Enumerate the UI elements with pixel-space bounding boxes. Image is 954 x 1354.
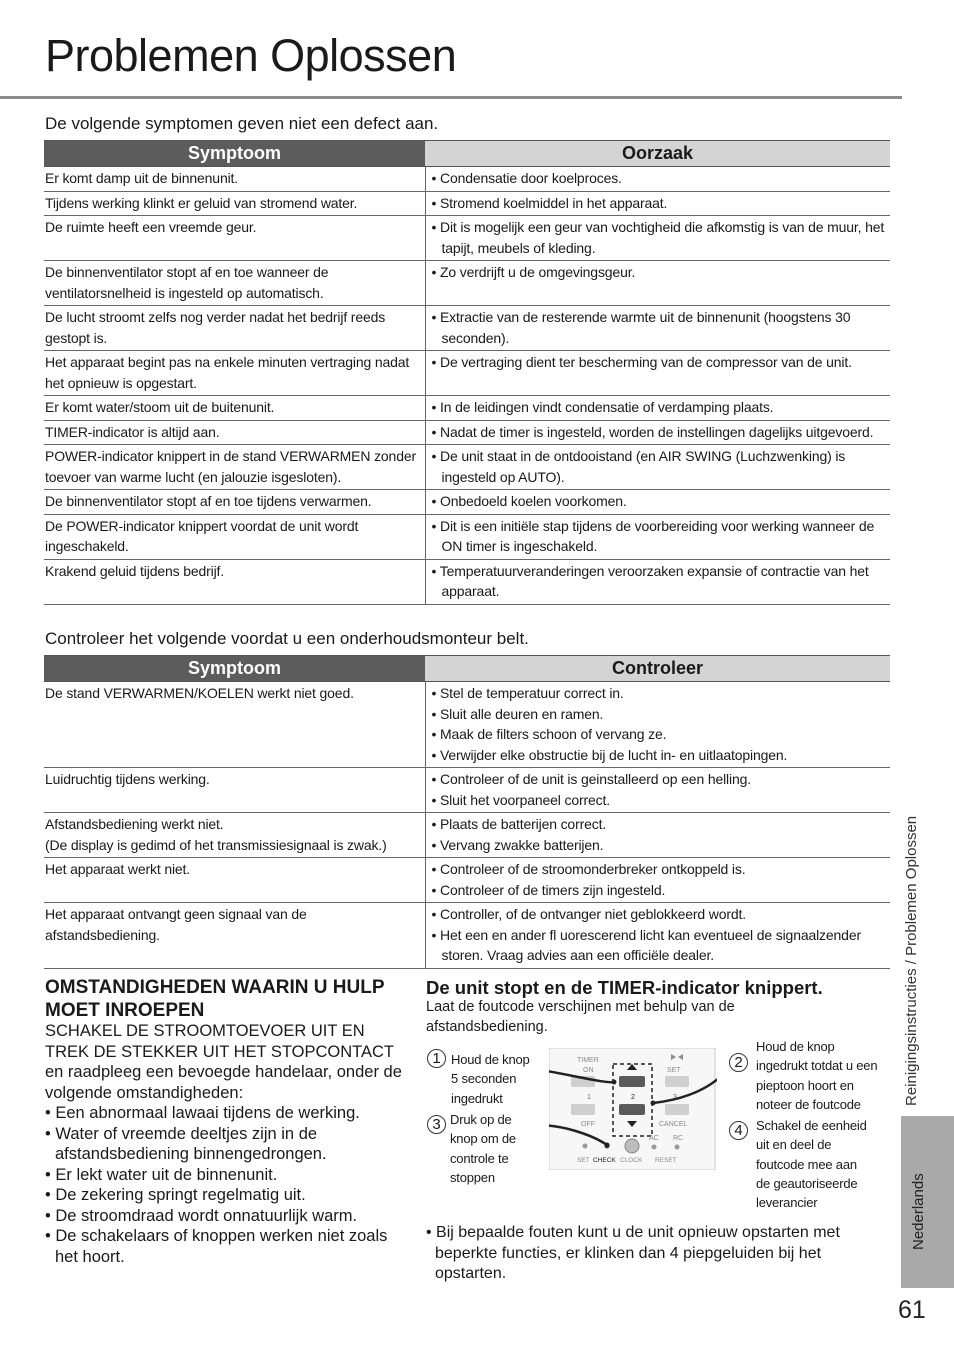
- cause-cell: [425, 216, 890, 261]
- bullet-text: • Verwijder elke obstructie bij de lucht in- en uitlaatopingen.: [431, 746, 788, 763]
- bullet-text: • Controleer of de unit is geinstalleerd op een helling.: [431, 771, 751, 787]
- bullet-text: • In de leidingen vindt condensatie of verdamping plaats.: [431, 399, 774, 415]
- table-row: [44, 167, 890, 192]
- cause-cell: [425, 261, 890, 306]
- symptom-text: De POWER-indicator knippert voordat de unit wordt ingeschakeld.: [45, 517, 359, 554]
- remote-rc-label: RC: [673, 1135, 684, 1142]
- running-head-text: Reinigingsinstructies / Problemen Oplossen: [903, 815, 920, 1106]
- cause-cell: [425, 306, 890, 351]
- step-1-number: 1: [427, 1049, 446, 1068]
- help-section: [45, 1021, 405, 1267]
- step-2-number: 2: [729, 1053, 748, 1072]
- remote-set-dot: [583, 1144, 588, 1149]
- cause-cell: [425, 191, 890, 216]
- section2-intro: Controleer het volgende voordat u een onderhoudsmonteur belt.: [45, 629, 529, 648]
- remote-reset-label: RESET: [655, 1157, 677, 1164]
- symptom-text: TIMER-indicator is altijd aan.: [45, 423, 220, 440]
- symptom-cell: [44, 167, 425, 192]
- symptom-text: De lucht stroomt zelfs nog verder nadat het bedrijf reeds gestopt is.: [45, 309, 386, 346]
- remote-clock-button: [625, 1139, 639, 1153]
- bullet-text: • Temperatuurveranderingen veroorzaken expansie of contractie van het apparaat.: [431, 562, 869, 599]
- bullet-text: • Controleer of de timers zijn ingesteld.: [431, 881, 666, 898]
- bullet-text: • Sluit alle deuren en ramen.: [431, 705, 604, 722]
- bullet-text: • Onbedoeld koelen voorkomen.: [431, 493, 627, 509]
- cause-cell: [425, 167, 890, 192]
- table-row: [44, 813, 890, 858]
- symptom-cell: [44, 682, 425, 768]
- remote-rc-dot: [675, 1145, 680, 1150]
- bullet-text: • Plaats de batterijen correct.: [431, 816, 607, 832]
- bullet-text: • Het een en ander fl uorescerend licht kan eventueel de signaalzender storen. Vraag advies aan een officiële dealer.: [431, 926, 861, 963]
- restart-note: • Bij bepaalde fouten kunt u de unit opnieuw opstarten met beperkte functies, er klinken dan 4 piepgeluiden bij het opstarten.: [426, 1224, 840, 1282]
- symptom-text: (De display is gedimd of het transmissiesignaal is zwak.): [45, 836, 387, 853]
- check-cell: [425, 813, 890, 858]
- symptom-text: Afstandsbediening werkt niet.: [45, 816, 224, 832]
- remote-set-top-label: SET: [667, 1067, 681, 1074]
- bullet-text: • De unit staat in de ontdooistand (en AIR SWING (Luchzwenking) is ingesteld op AUTO).: [431, 448, 846, 485]
- symptom-text: Krakend geluid tijdens bedrijf.: [45, 562, 225, 579]
- cause-cell: [425, 351, 890, 396]
- cause-cell: [425, 445, 890, 490]
- symptom-cell: [44, 514, 425, 559]
- remote-key-3: 3: [673, 1094, 677, 1101]
- symptom-cell: [44, 490, 425, 515]
- table-row: [44, 559, 890, 604]
- symptom-text: Het apparaat werkt niet.: [45, 861, 191, 877]
- remote-set-key: [665, 1076, 689, 1087]
- bullet-text: • Maak de filters schoon of vervang ze.: [431, 726, 667, 742]
- remote-off-label: OFF: [581, 1121, 595, 1128]
- symptom-text: Tijdens werking klinkt er geluid van stromend water.: [45, 194, 358, 211]
- list-item: • De zekering springt regelmatig uit.: [45, 1186, 306, 1204]
- step-3-text: Druk op de knop om de controle te stoppen: [450, 1112, 516, 1185]
- bullet-text: • Condensatie door koelproces.: [431, 170, 622, 186]
- remote-cancel-label: CANCEL: [659, 1121, 688, 1128]
- list-item: • Een abnormaal lawaai tijdens de werking.: [45, 1104, 360, 1122]
- remote-on-label: ON: [583, 1067, 594, 1074]
- table-row: [44, 490, 890, 515]
- table-row: [44, 768, 890, 813]
- symptom-text: Het apparaat begint pas na enkele minuten vertraging nadat het opnieuw is opgestart.: [45, 354, 410, 391]
- table-row: [44, 216, 890, 261]
- remote-control-illustration: [549, 1048, 717, 1170]
- symptom-cell: [44, 813, 425, 858]
- remote-up-key: [619, 1076, 645, 1087]
- bullet-text: • Extractie van de resterende warmte uit de binnenunit (hoogstens 30 seconden).: [431, 309, 851, 346]
- table-row: [44, 306, 890, 351]
- remote-timer-label: TIMER: [577, 1057, 599, 1064]
- language-label: Nederlands: [910, 1173, 927, 1250]
- symptom-text: Er komt water/stoom uit de buitenunit.: [45, 399, 275, 415]
- symptom-header: Symptoom: [44, 656, 425, 682]
- symptom-cell: [44, 768, 425, 813]
- remote-ac-label: AC: [649, 1135, 659, 1142]
- symptom-header: Symptoom: [44, 141, 425, 167]
- step-1-text: Houd de knop 5 seconden ingedrukt: [451, 1052, 530, 1106]
- running-head: [896, 740, 926, 1106]
- table-row: [44, 396, 890, 421]
- list-item: • De stroomdraad wordt onnatuurlijk warm.: [45, 1206, 358, 1225]
- remote-clock-label: CLOCK: [620, 1157, 643, 1164]
- bullet-text: • Stromend koelmiddel in het apparaat.: [431, 194, 668, 211]
- symptom-cell: [44, 903, 425, 969]
- check-header: Controleer: [425, 656, 890, 682]
- list-item: • De schakelaars of knoppen werken niet zoals het hoort.: [45, 1227, 388, 1266]
- remote-ac-dot: [652, 1145, 657, 1150]
- page-title: Problemen Oplossen: [45, 30, 457, 81]
- bullet-text: • Nadat de timer is ingesteld, worden de instellingen dagelijks uitgevoerd.: [431, 423, 874, 440]
- bullet-text: • Dit is een initiële stap tijdens de voorbereiding voor werking wanneer de ON timer is ingeschakeld.: [431, 517, 875, 554]
- remote-check-label: CHECK: [593, 1157, 616, 1164]
- table-row: [44, 682, 890, 768]
- symptom-cell: [44, 445, 425, 490]
- step-3-number: 3: [427, 1115, 446, 1134]
- symptom-text: De ruimte heeft een vreemde geur.: [45, 219, 257, 235]
- cause-cell: [425, 514, 890, 559]
- cause-cell: [425, 420, 890, 445]
- bullet-text: • Sluit het voorpaneel correct.: [431, 791, 610, 808]
- symptom-text: De stand VERWARMEN/KOELEN werkt niet goed.: [45, 685, 354, 701]
- bullet-text: • Vervang zwakke batterijen.: [431, 836, 604, 853]
- remote-set-label: SET: [577, 1157, 590, 1164]
- bullet-text: • Controller, of de ontvanger niet geblokkeerd wordt.: [431, 906, 746, 922]
- symptom-cell: [44, 261, 425, 306]
- check-cell: [425, 858, 890, 903]
- help-intro: SCHAKEL DE STROOMTOEVOER UIT EN TREK DE STEKKER UIT HET STOPCONTACT en raadpleeg een bevoegde handelaar, onder de volgende omstandigheden:: [45, 1022, 402, 1102]
- help-list: [45, 1103, 405, 1267]
- symptom-cell: [44, 420, 425, 445]
- symptom-text: Er komt damp uit de binnenunit.: [45, 170, 239, 186]
- list-item: • Er lekt water uit de binnenunit.: [45, 1165, 278, 1184]
- symptom-text: Het apparaat ontvangt geen signaal van de afstandsbediening.: [45, 906, 307, 943]
- check-table: [44, 655, 890, 969]
- table-row: [44, 445, 890, 490]
- remote-key-1: 1: [587, 1094, 591, 1101]
- no-defect-table: [44, 140, 890, 605]
- check-cell: [425, 903, 890, 969]
- list-item: • Water of vreemde deeltjes zijn in de afstandsbediening binnengedrongen.: [45, 1124, 327, 1163]
- remote-down-key: [619, 1104, 645, 1115]
- page-number: 61: [898, 1296, 926, 1324]
- check-cell: [425, 682, 890, 768]
- symptom-cell: [44, 306, 425, 351]
- symptom-text: De binnenventilator stopt af en toe wanneer de ventilatorsnelheid is ingesteld op automatisch.: [45, 264, 329, 301]
- symptom-cell: [44, 216, 425, 261]
- bullet-text: • Controleer of de stroomonderbreker ontkoppeld is.: [431, 861, 746, 877]
- step-4-text: Schakel de eenheid uit en deel de foutcode mee aan de geautoriseerde leverancier: [756, 1118, 867, 1211]
- bullet-text: • Stel de temperatuur correct in.: [431, 685, 624, 701]
- table-row: [44, 261, 890, 306]
- language-tab: [901, 1116, 954, 1288]
- table-row: [44, 191, 890, 216]
- table-row: [44, 420, 890, 445]
- section1-intro: De volgende symptomen geven niet een defect aan.: [45, 114, 439, 133]
- check-cell: [425, 768, 890, 813]
- symptom-text: POWER-indicator knippert in de stand VERWARMEN zonder toevoer van warme lucht (en jalouzie isgesloten).: [45, 448, 416, 485]
- cause-cell: [425, 490, 890, 515]
- table-row: [44, 351, 890, 396]
- table-row: [44, 514, 890, 559]
- bullet-text: • Dit is mogelijk een geur van vochtigheid die afkomstig is van de muur, het tapijt, meubels of kleding.: [431, 219, 885, 256]
- symptom-cell: [44, 858, 425, 903]
- timer-subtext: Laat de foutcode verschijnen met behulp van de afstandsbediening.: [426, 999, 735, 1035]
- symptom-cell: [44, 191, 425, 216]
- title-divider: [0, 96, 902, 99]
- cause-cell: [425, 396, 890, 421]
- bullet-text: • De vertraging dient ter bescherming van de compressor van de unit.: [431, 354, 852, 370]
- remote-off-key: [571, 1104, 595, 1115]
- cause-header: Oorzaak: [425, 141, 890, 167]
- timer-heading: De unit stopt en de TIMER-indicator knippert.: [426, 977, 823, 998]
- table-row: [44, 858, 890, 903]
- bullet-text: • Zo verdrijft u de omgevingsgeur.: [431, 264, 636, 280]
- table-row: [44, 903, 890, 969]
- symptom-text: Luidruchtig tijdens werking.: [45, 771, 210, 787]
- symptom-cell: [44, 559, 425, 604]
- symptom-cell: [44, 396, 425, 421]
- symptom-cell: [44, 351, 425, 396]
- cause-cell: [425, 559, 890, 604]
- help-heading: OMSTANDIGHEDEN WAARIN U HULP MOET INROEPEN: [45, 977, 385, 1021]
- symptom-text: De binnenventilator stopt af en toe tijdens verwarmen.: [45, 493, 372, 509]
- remote-key-2: 2: [631, 1094, 635, 1101]
- step-4-number: 4: [729, 1121, 748, 1140]
- step-2-text: Houd de knop ingedrukt totdat u een pieptoon hoort en noteer de foutcode: [756, 1039, 878, 1112]
- remote-cancel-key: [665, 1104, 689, 1115]
